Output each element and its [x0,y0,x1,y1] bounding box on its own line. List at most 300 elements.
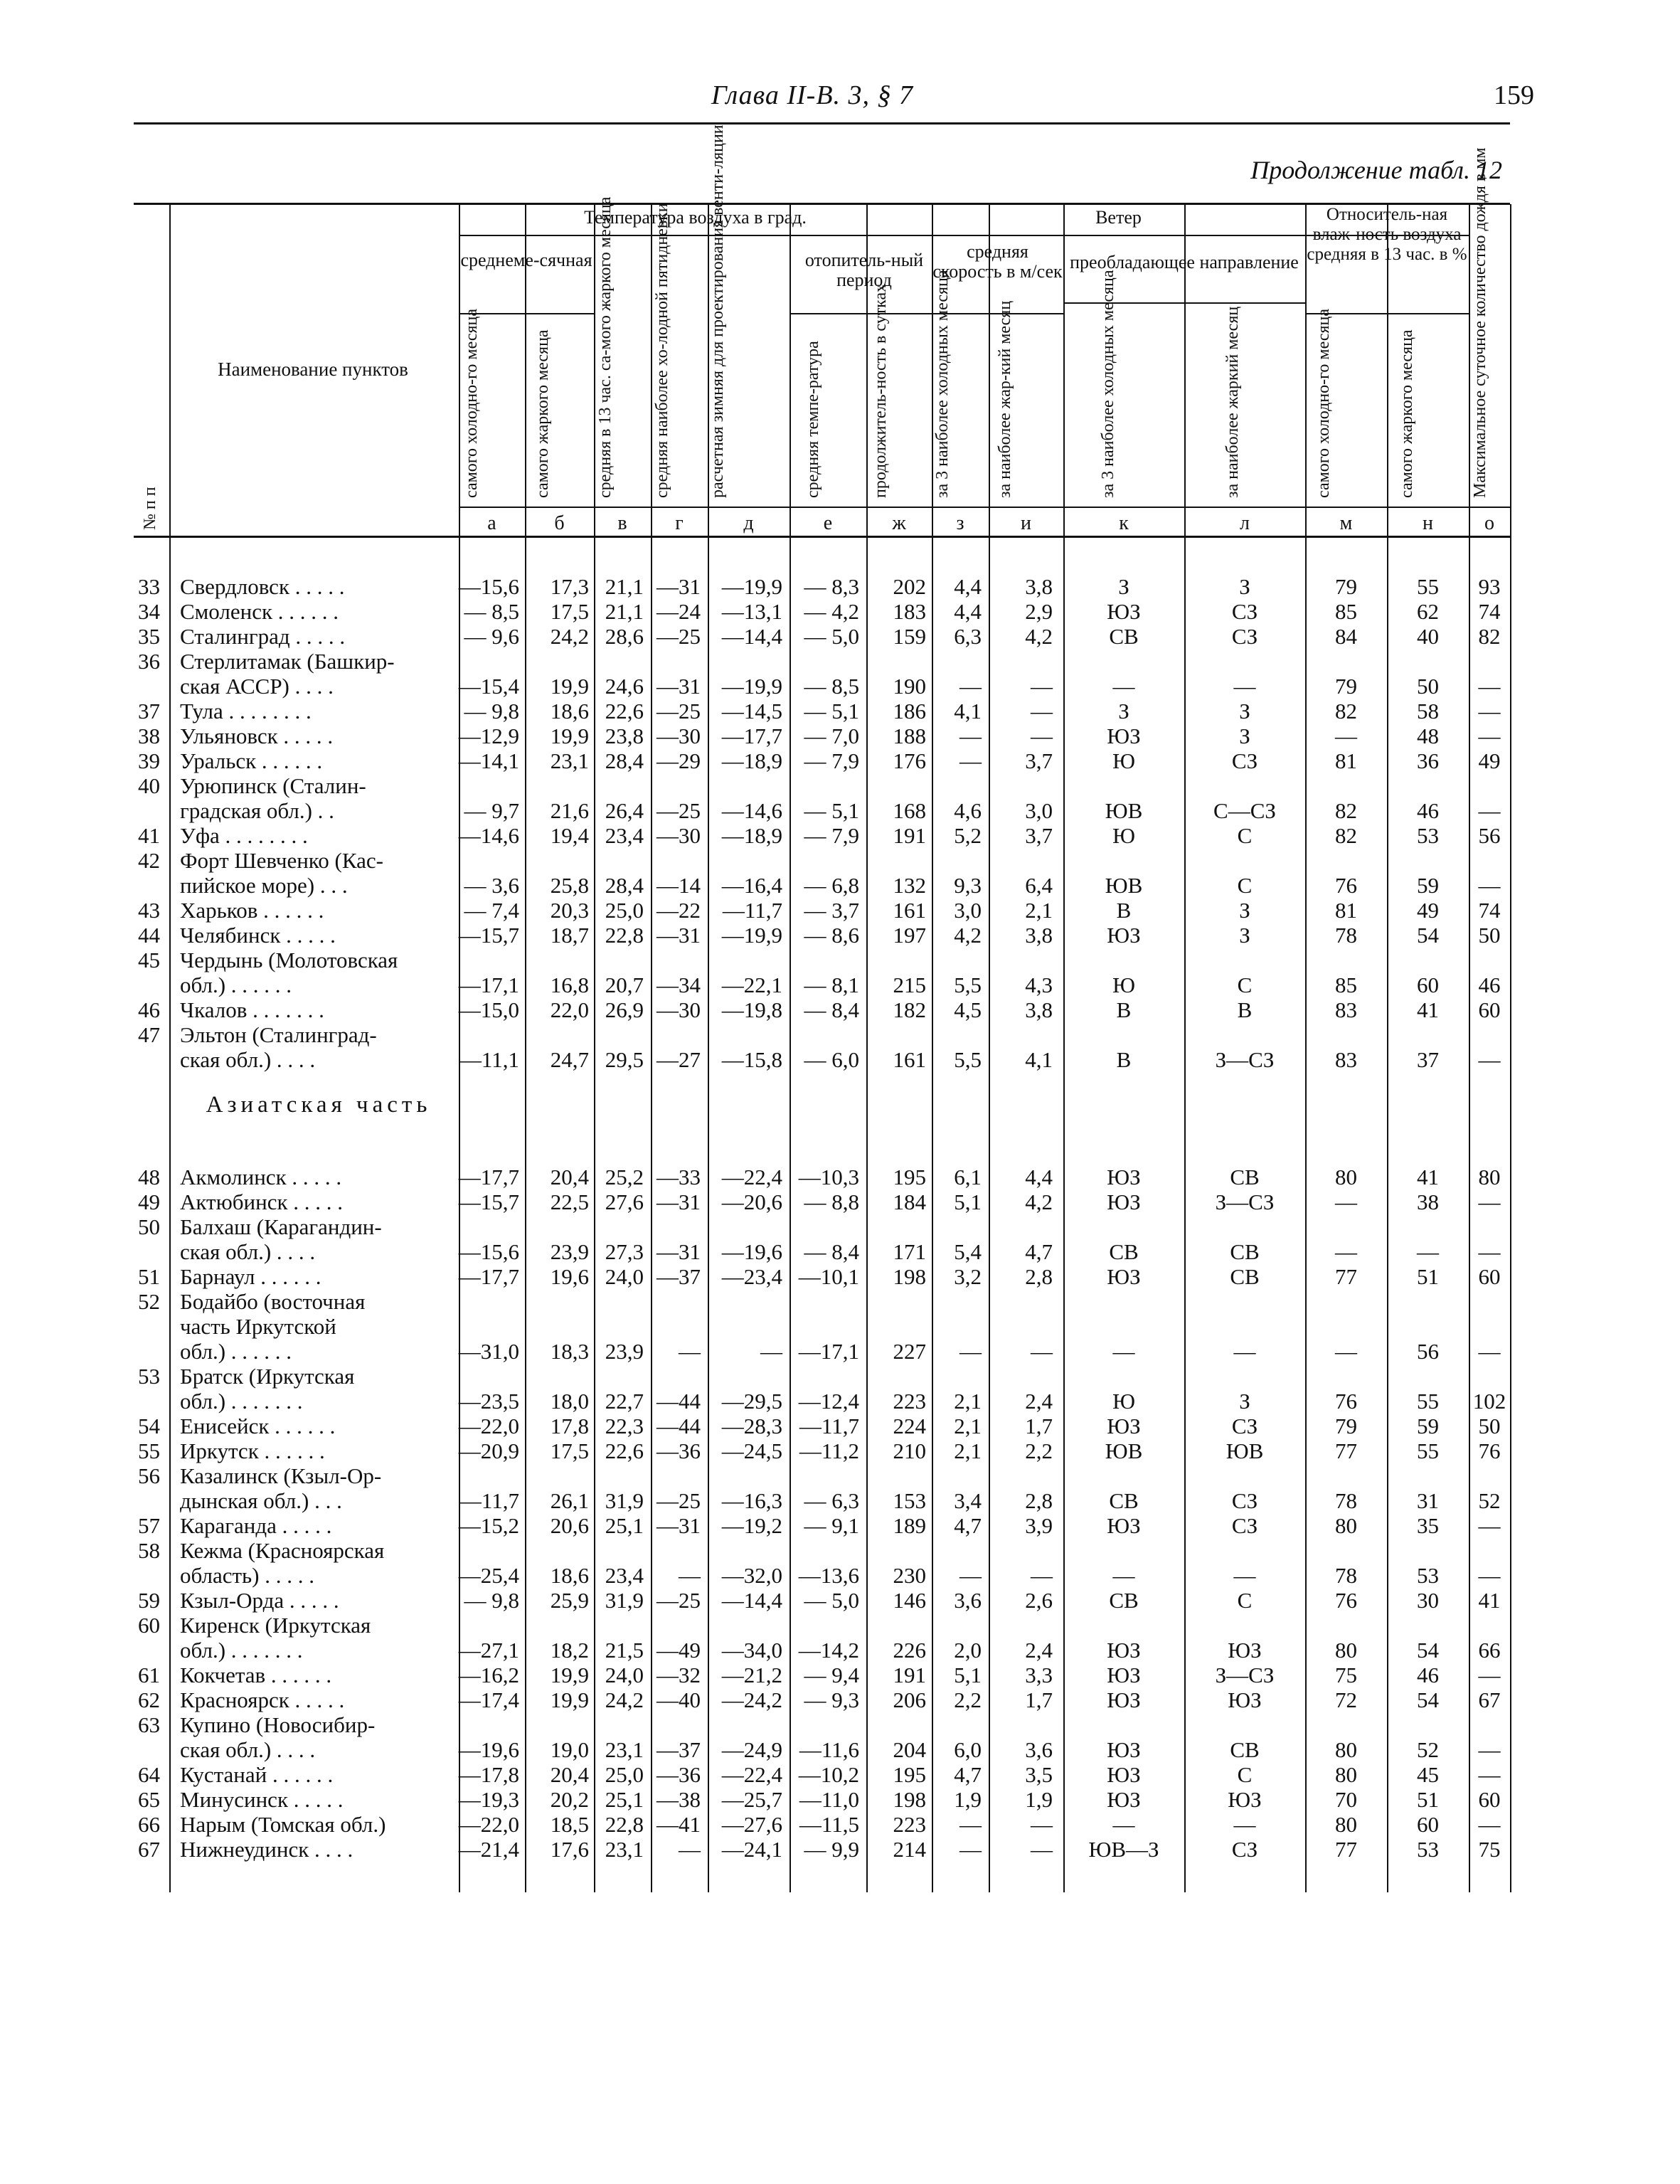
cell-к: ЮЗ [1107,723,1141,748]
cell-г: —29 [656,748,701,773]
cell-б: 19,9 [550,674,589,699]
cell-з: 4,2 [954,923,982,948]
cell-ж: 198 [893,1787,926,1812]
column-code: н [1423,512,1433,534]
cell-и: 3,6 [1025,1737,1053,1762]
cell-г: — [679,1339,701,1364]
cell-е: — 7,0 [804,723,859,748]
cell-в: 26,4 [605,798,644,823]
cell-в: 23,4 [605,823,644,848]
cell-л: С [1237,972,1253,997]
cell-м: 70 [1335,1787,1357,1812]
cell-и: 3,8 [1025,997,1053,1022]
cell-ж: 224 [893,1414,926,1438]
cell-л: СЗ [1231,1488,1258,1513]
cell-л: ЮЗ [1228,1687,1262,1712]
cell-и: — [1031,1812,1053,1837]
cell-е: —10,3 [798,1165,859,1189]
group-header-humidity: Относитель-ная влаж-ность воздуха средняя в 13 час. в % [1307,205,1467,264]
cell-л: З—СЗ [1215,1189,1275,1214]
cell-з: 5,2 [954,823,982,848]
cell-н: 30 [1417,1588,1439,1613]
cell-а: —31,0 [458,1339,519,1364]
cell-б: 20,2 [550,1787,589,1812]
cell-и: 1,7 [1025,1687,1053,1712]
cell-г: —30 [656,997,701,1022]
cell-л: СЗ [1231,1837,1258,1862]
header-coldest-month: самого холодно-го месяца [462,308,481,498]
cell-г: —31 [656,1239,701,1264]
cell-а: — 9,7 [464,798,519,823]
point-name: Уфа . . . . . . . . [180,823,308,848]
column-code: в [617,512,627,534]
cell-ж: 204 [893,1737,926,1762]
cell-о: 50 [1478,923,1501,948]
cell-н: 52 [1417,1737,1439,1762]
row-number: 50 [138,1214,160,1239]
cell-и: 4,3 [1025,972,1053,997]
cell-д: —19,2 [721,1513,782,1538]
cell-б: 18,2 [550,1638,589,1663]
cell-а: —11,7 [459,1488,519,1513]
cell-ж: 189 [893,1513,926,1538]
cell-к: ЮЗ [1107,1513,1141,1538]
cell-д: —21,2 [721,1663,782,1687]
cell-н: 35 [1417,1513,1439,1538]
cell-н: 54 [1417,1638,1439,1663]
column-rule-14 [1510,204,1511,1892]
cell-л: З—СЗ [1215,1047,1275,1072]
cell-в: 25,0 [605,898,644,923]
cell-ж: 202 [893,574,926,599]
cell-м: — [1335,1239,1357,1264]
cell-о: — [1478,1737,1501,1762]
cell-д: —34,0 [721,1638,782,1663]
cell-к: Ю [1112,823,1135,848]
cell-д: —14,6 [721,798,782,823]
cell-к: СВ [1109,1588,1139,1613]
cell-а: —17,7 [458,1165,519,1189]
cell-а: — 9,6 [464,624,519,649]
row-number: 46 [138,997,160,1022]
row-number: 38 [138,723,160,748]
cell-б: 26,1 [550,1488,589,1513]
cell-б: 18,0 [550,1389,589,1414]
cell-о: — [1478,1563,1501,1588]
cell-и: — [1031,723,1053,748]
cell-в: 28,6 [605,624,644,649]
row-number: 65 [138,1787,160,1812]
point-name: Купино (Новосибир- [180,1712,376,1737]
cell-л: ЮЗ [1228,1787,1262,1812]
point-name: Кзыл-Орда . . . . . [180,1588,339,1613]
cell-г: —49 [656,1638,701,1663]
cell-з: 4,6 [954,798,982,823]
cell-и: 4,1 [1025,1047,1053,1072]
cell-ж: 184 [893,1189,926,1214]
cell-б: 19,9 [550,1687,589,1712]
cell-н: 59 [1417,873,1439,898]
cell-д: —24,1 [721,1837,782,1862]
cell-г: —31 [656,574,701,599]
cell-з: 5,5 [954,972,982,997]
cell-к: ЮВ [1105,873,1143,898]
cell-ж: 153 [893,1488,926,1513]
cell-з: 4,4 [954,574,982,599]
cell-в: 24,2 [605,1687,644,1712]
cell-б: 19,0 [550,1737,589,1762]
cell-о: 46 [1478,972,1501,997]
cell-а: —23,5 [458,1389,519,1414]
point-name: Бодайбо (восточная [180,1289,366,1314]
table-header-bottom-border [134,536,1510,538]
cell-и: 4,4 [1025,1165,1053,1189]
cell-н: 48 [1417,723,1439,748]
cell-д: —14,4 [721,1588,782,1613]
cell-з: 3,6 [954,1588,982,1613]
cell-м: 85 [1335,599,1357,624]
row-number: 33 [138,574,160,599]
cell-а: —14,6 [458,823,519,848]
cell-з: 6,1 [954,1165,982,1189]
point-name: Актюбинск . . . . . [180,1189,344,1214]
cell-н: 55 [1417,1389,1439,1414]
point-name: Енисейск . . . . . . [180,1414,336,1438]
point-name: обл.) . . . . . . [180,1339,292,1364]
cell-и: 3,8 [1025,923,1053,948]
cell-м: 76 [1335,1389,1357,1414]
row-number: 51 [138,1264,160,1289]
cell-б: 22,5 [550,1189,589,1214]
cell-и: 4,2 [1025,1189,1053,1214]
cell-в: 21,1 [605,599,644,624]
cell-г: —25 [656,1588,701,1613]
cell-л: З—СЗ [1215,1663,1275,1687]
point-name: часть Иркутской [180,1314,336,1339]
cell-б: 24,2 [550,624,589,649]
cell-к: ЮЗ [1107,1663,1141,1687]
cell-е: — 9,1 [804,1513,859,1538]
cell-м: 81 [1335,898,1357,923]
cell-м: 80 [1335,1762,1357,1787]
cell-н: 54 [1417,1687,1439,1712]
cell-г: —37 [656,1737,701,1762]
column-code: а [487,512,496,534]
cell-м: 77 [1335,1438,1357,1463]
cell-к: ЮЗ [1107,1165,1141,1189]
cell-и: 2,6 [1025,1588,1053,1613]
cell-н: 56 [1417,1339,1439,1364]
cell-л: — [1233,1339,1256,1364]
point-name: Акмолинск . . . . . [180,1165,342,1189]
cell-е: — 9,9 [804,1837,859,1862]
cell-и: 3,5 [1025,1762,1053,1787]
point-name: Караганда . . . . . [180,1513,332,1538]
cell-г: —38 [656,1787,701,1812]
point-name: Барнаул . . . . . . [180,1264,321,1289]
cell-б: 17,3 [550,574,589,599]
point-name: обл.) . . . . . . [180,972,292,997]
cell-ж: 223 [893,1812,926,1837]
cell-и: 2,8 [1025,1488,1053,1513]
cell-д: —27,6 [721,1812,782,1837]
cell-д: —23,4 [721,1264,782,1289]
header-rule [134,122,1510,124]
cell-л: З [1239,574,1250,599]
cell-д: —18,9 [721,748,782,773]
cell-м: 82 [1335,699,1357,723]
cell-л: СВ [1230,1165,1260,1189]
cell-л: З [1239,923,1250,948]
cell-в: 28,4 [605,748,644,773]
row-number: 36 [138,649,160,674]
cell-б: 23,1 [550,748,589,773]
cell-в: 26,9 [605,997,644,1022]
point-name: Кустанай . . . . . . [180,1762,334,1787]
cell-о: 56 [1478,823,1501,848]
cell-б: 17,5 [550,1438,589,1463]
header-point-name: Наименование пунктов [218,359,408,380]
cell-б: 25,9 [550,1588,589,1613]
cell-е: —10,2 [798,1762,859,1787]
cell-д: —19,9 [721,923,782,948]
cell-г: —41 [656,1812,701,1837]
cell-н: 53 [1417,823,1439,848]
point-name: ская обл.) . . . . [180,1737,316,1762]
cell-и: 6,4 [1025,873,1053,898]
cell-е: —17,1 [798,1339,859,1364]
cell-з: 9,3 [954,873,982,898]
cell-и: 3,7 [1025,823,1053,848]
row-number: 67 [138,1837,160,1862]
cell-к: — [1112,1563,1135,1588]
point-name: Иркутск . . . . . . [180,1438,325,1463]
column-code: б [554,512,565,534]
cell-м: 80 [1335,1638,1357,1663]
cell-о: 60 [1478,1264,1501,1289]
cell-а: —15,2 [458,1513,519,1538]
row-number: 35 [138,624,160,649]
cell-н: 41 [1417,1165,1439,1189]
cell-о: 93 [1478,574,1501,599]
cell-з: — [959,1563,982,1588]
cell-м: 75 [1335,1663,1357,1687]
cell-е: —11,6 [799,1737,859,1762]
cell-л: СЗ [1231,1513,1258,1538]
cell-м: 77 [1335,1264,1357,1289]
cell-а: —22,0 [458,1414,519,1438]
cell-н: 37 [1417,1047,1439,1072]
cell-ж: 210 [893,1438,926,1463]
row-number: 34 [138,599,160,624]
cell-л: СВ [1230,1264,1260,1289]
cell-з: — [959,1339,982,1364]
cell-м: 84 [1335,624,1357,649]
cell-в: 25,1 [605,1513,644,1538]
cell-к: В [1116,997,1132,1022]
cell-ж: 188 [893,723,926,748]
cell-ж: 215 [893,972,926,997]
cell-е: — 8,4 [804,997,859,1022]
cell-г: —37 [656,1264,701,1289]
cell-о: — [1478,1663,1501,1687]
cell-к: ЮЗ [1107,923,1141,948]
cell-а: —19,6 [458,1737,519,1762]
cell-м: 79 [1335,1414,1357,1438]
row-number: 39 [138,748,160,773]
cell-д: —19,8 [721,997,782,1022]
column-code: л [1240,512,1250,534]
cell-м: 77 [1335,1837,1357,1862]
cell-д: —16,4 [721,873,782,898]
row-number: 43 [138,898,160,923]
cell-л: СВ [1230,1239,1260,1264]
row-number: 60 [138,1613,160,1638]
point-name: пийское море) . . . [180,873,348,898]
cell-б: 18,7 [550,923,589,948]
cell-в: 20,7 [605,972,644,997]
cell-и: 2,2 [1025,1438,1053,1463]
cell-г: —25 [656,798,701,823]
cell-в: 22,8 [605,1812,644,1837]
cell-н: 45 [1417,1762,1439,1787]
cell-к: ЮЗ [1107,1737,1141,1762]
cell-з: 6,0 [954,1737,982,1762]
cell-н: 49 [1417,898,1439,923]
cell-н: 59 [1417,1414,1439,1438]
cell-о: — [1478,1762,1501,1787]
column-code: м [1339,512,1353,534]
cell-о: — [1478,798,1501,823]
point-name: Ульяновск . . . . . [180,723,334,748]
cell-е: — 8,3 [804,574,859,599]
subheader-wind-direction: преобладающее направление [1070,252,1299,272]
cell-м: 79 [1335,674,1357,699]
cell-о: 67 [1478,1687,1501,1712]
row-number: 64 [138,1762,160,1787]
cell-д: —19,6 [721,1239,782,1264]
cell-а: —15,4 [458,674,519,699]
cell-д: —15,8 [721,1047,782,1072]
point-name: Кокчетав . . . . . . [180,1663,332,1687]
cell-ж: 159 [893,624,926,649]
cell-м: 72 [1335,1687,1357,1712]
cell-к: ЮЗ [1107,1787,1141,1812]
cell-е: — 5,0 [804,1588,859,1613]
header-coldest-five-day: средняя наиболее хо-лодной пятидневки [653,203,671,498]
cell-в: 25,2 [605,1165,644,1189]
cell-е: — 7,9 [804,823,859,848]
cell-з: 5,1 [954,1189,982,1214]
cell-н: 55 [1417,1438,1439,1463]
cell-е: — 9,4 [804,1663,859,1687]
point-name: Киренск (Иркутская [180,1613,371,1638]
cell-г: —30 [656,823,701,848]
section-heading-asia: Азиатская часть [206,1092,432,1118]
cell-а: — 3,6 [464,873,519,898]
header-humidity-cold: самого холодно-го месяца [1314,308,1333,498]
header-row-number: № п п [141,487,159,530]
cell-е: — 5,1 [804,699,859,723]
cell-е: —13,6 [798,1563,859,1588]
row-number: 55 [138,1438,160,1463]
cell-з: 4,7 [954,1762,982,1787]
cell-л: — [1233,674,1256,699]
cell-м: 76 [1335,1588,1357,1613]
cell-ж: 171 [893,1239,926,1264]
cell-г: —31 [656,923,701,948]
cell-г: —25 [656,624,701,649]
cell-д: —20,6 [721,1189,782,1214]
cell-и: — [1031,674,1053,699]
cell-а: —17,4 [458,1687,519,1712]
cell-а: —15,7 [458,923,519,948]
cell-г: —40 [656,1687,701,1712]
cell-д: —24,2 [721,1687,782,1712]
cell-н: 40 [1417,624,1439,649]
cell-ж: 132 [893,873,926,898]
cell-к: — [1112,1339,1135,1364]
cell-е: — 8,5 [804,674,859,699]
cell-н: 51 [1417,1264,1439,1289]
cell-л: С [1237,823,1253,848]
cell-в: 24,0 [605,1264,644,1289]
cell-д: — [760,1339,782,1364]
cell-л: З [1239,898,1250,923]
cell-о: 50 [1478,1414,1501,1438]
point-name: Стерлитамак (Башкир- [180,649,395,674]
point-name: Чкалов . . . . . . . [180,997,324,1022]
cell-ж: 168 [893,798,926,823]
cell-д: —11,7 [722,898,782,923]
cell-ж: 191 [893,823,926,848]
point-name: ская обл.) . . . . [180,1239,316,1264]
cell-м: 80 [1335,1812,1357,1837]
cell-д: —22,4 [721,1762,782,1787]
point-name: Эльтон (Сталинград- [180,1022,377,1047]
cell-д: —25,7 [721,1787,782,1812]
cell-д: —24,9 [721,1737,782,1762]
cell-к: ЮЗ [1107,599,1141,624]
cell-в: 23,8 [605,723,644,748]
cell-а: —22,0 [458,1812,519,1837]
cell-в: 22,3 [605,1414,644,1438]
point-name: Казалинск (Кзыл-Ор- [180,1463,382,1488]
cell-о: — [1478,1339,1501,1364]
cell-ж: 161 [893,898,926,923]
cell-в: 31,9 [605,1588,644,1613]
cell-а: —19,3 [458,1787,519,1812]
cell-н: 50 [1417,674,1439,699]
cell-д: —22,1 [721,972,782,997]
cell-н: 58 [1417,699,1439,723]
cell-з: 2,2 [954,1687,982,1712]
cell-о: — [1478,1047,1501,1072]
cell-д: —18,9 [721,823,782,848]
cell-л: — [1233,1812,1256,1837]
header-mean-13h-hottest: средняя в 13 час. са-мого жаркого месяца [596,196,615,498]
cell-м: 79 [1335,574,1357,599]
cell-к: СВ [1109,1239,1139,1264]
column-rule-number [169,204,171,1892]
cell-м: 80 [1335,1165,1357,1189]
cell-ж: 190 [893,674,926,699]
cell-а: —14,1 [458,748,519,773]
cell-б: 17,6 [550,1837,589,1862]
cell-к: Ю [1112,1389,1135,1414]
cell-а: —17,1 [458,972,519,997]
cell-в: 27,3 [605,1239,644,1264]
